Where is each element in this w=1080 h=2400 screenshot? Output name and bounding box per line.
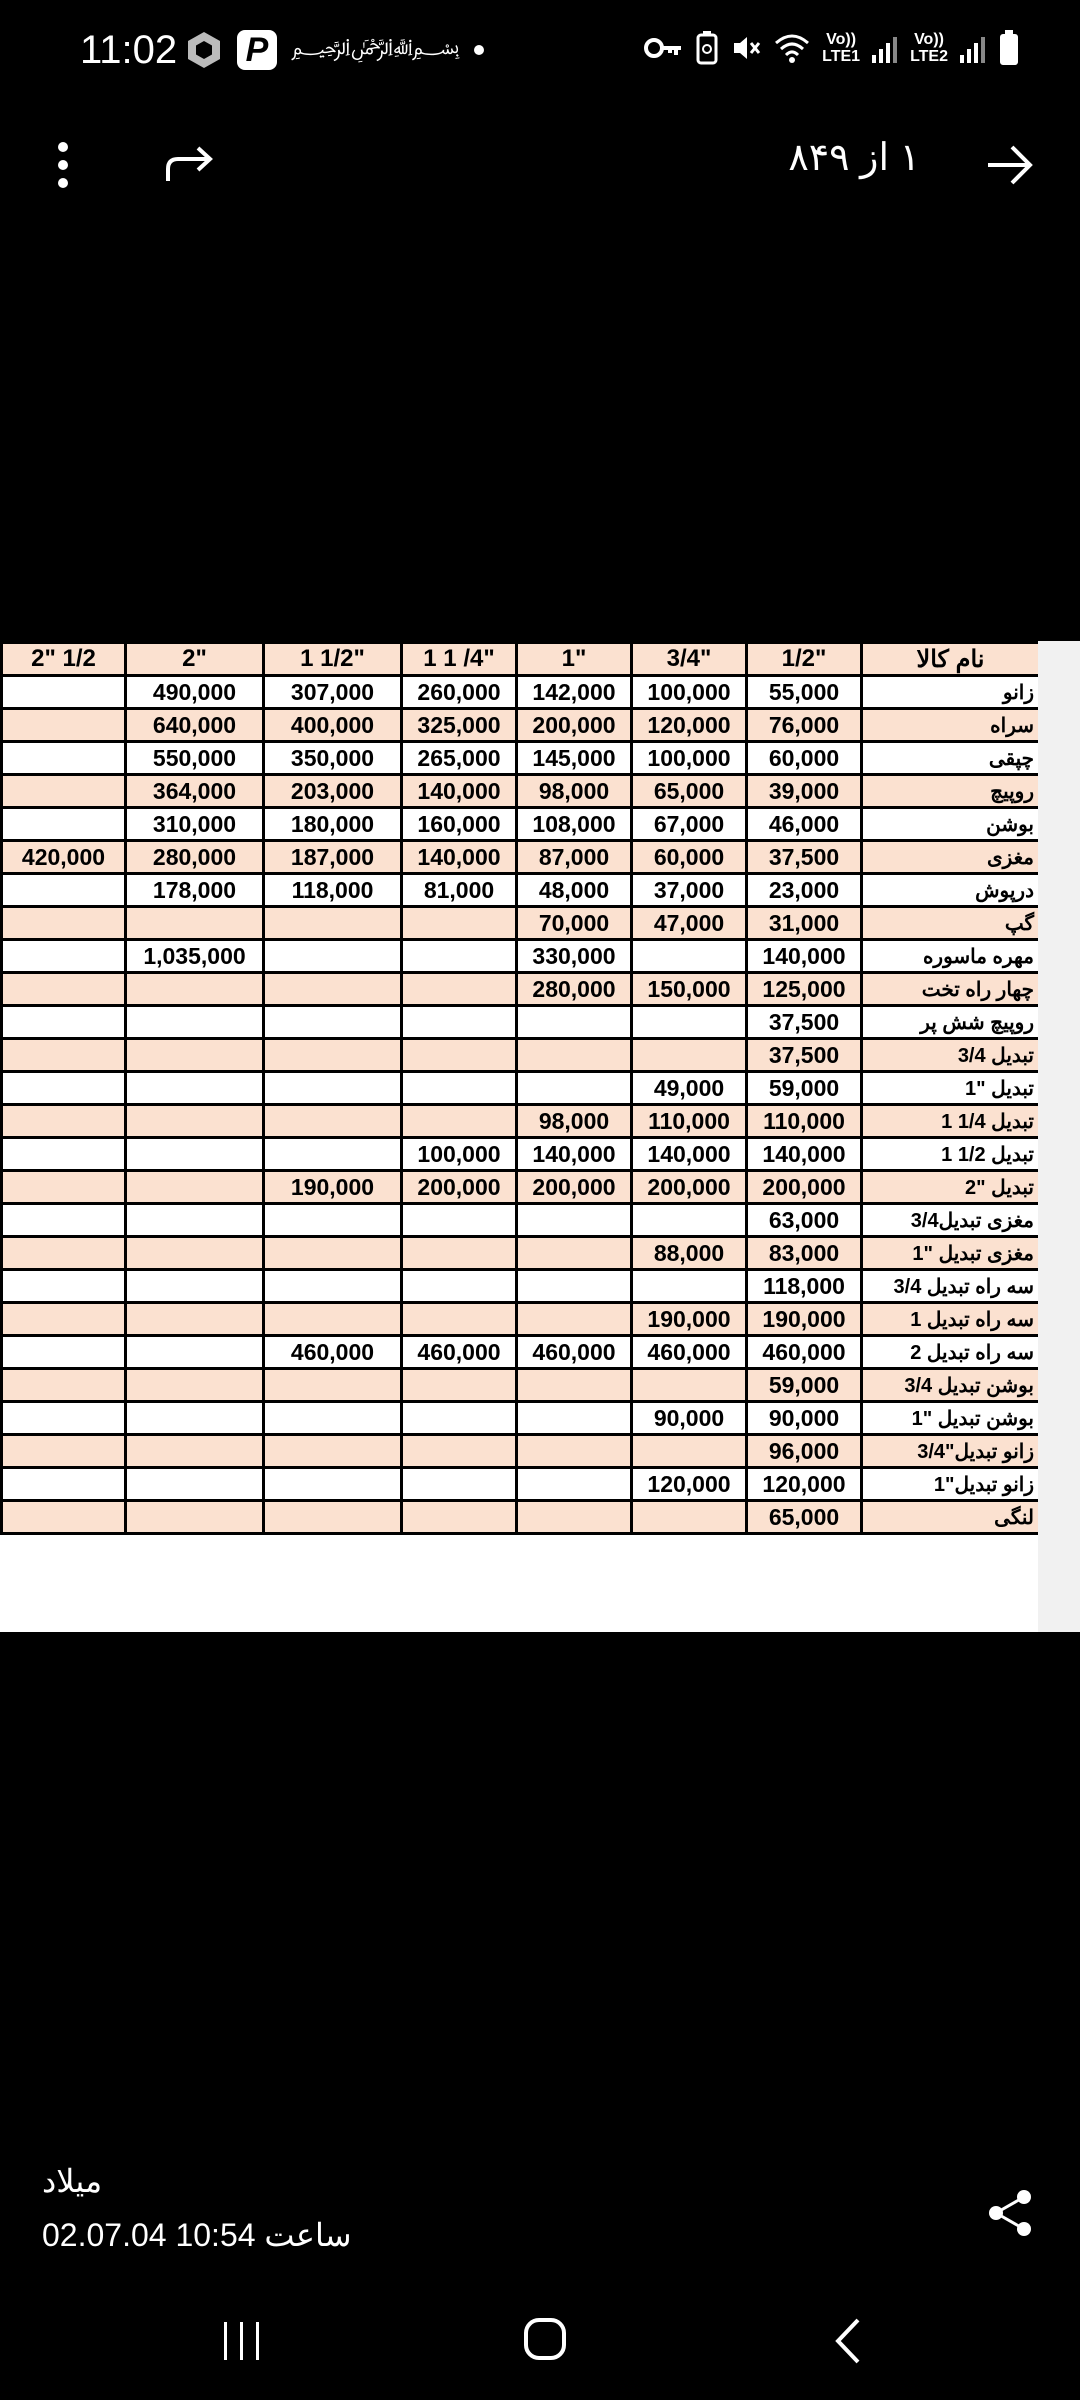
price-cell [632,1369,747,1402]
price-cell: 70,000 [517,907,632,940]
price-cell [517,1237,632,1270]
item-name-cell: بوشن تبدیل "1 [862,1402,1040,1435]
forward-share-icon [160,135,220,195]
price-cell [264,1138,402,1171]
price-cell: 460,000 [632,1336,747,1369]
price-cell [517,1270,632,1303]
column-header: 2" 1/2 [2,643,126,676]
price-cell: 310,000 [126,808,264,841]
price-cell [264,1468,402,1501]
price-cell: 280,000 [126,841,264,874]
table-row [2,676,1040,709]
price-cell: 150,000 [632,973,747,1006]
column-header: 2" [126,643,264,676]
price-cell [2,907,126,940]
price-cell [2,1171,126,1204]
status-bar [0,0,1080,110]
more-options-button[interactable] [45,135,85,195]
price-cell [2,1369,126,1402]
price-cell: 142,000 [517,676,632,709]
price-cell [264,1204,402,1237]
price-cell: 307,000 [264,676,402,709]
table-row [2,742,1040,775]
column-header: 1/2" [747,643,862,676]
price-cell [402,1072,517,1105]
price-cell: 59,000 [747,1369,862,1402]
price-cell: 180,000 [264,808,402,841]
price-cell: 120,000 [632,709,747,742]
item-name-cell: تبدیل "1 [862,1072,1040,1105]
price-cell: 160,000 [402,808,517,841]
item-name-cell: روپیچ شش پر [862,1006,1040,1039]
price-cell: 48,000 [517,874,632,907]
column-header: 1 1/2" [264,643,402,676]
price-cell [517,1501,632,1534]
sender-name: میلاد [42,2163,103,2199]
home-button[interactable] [520,2314,572,2366]
price-cell: 550,000 [126,742,264,775]
price-cell: 178,000 [126,874,264,907]
price-cell [517,1204,632,1237]
price-cell [2,676,126,709]
table-row [2,1303,1040,1336]
price-cell: 110,000 [747,1105,862,1138]
item-name-cell: لنگی [862,1501,1040,1534]
price-cell: 67,000 [632,808,747,841]
price-cell [517,1369,632,1402]
price-cell: 140,000 [632,1138,747,1171]
item-name-cell: تبدیل "2 [862,1171,1040,1204]
price-cell: 23,000 [747,874,862,907]
price-cell [402,1105,517,1138]
price-cell [126,1303,264,1336]
price-cell [264,1270,402,1303]
price-cell [126,1270,264,1303]
item-name-cell: مغزی تبدیل "1 [862,1237,1040,1270]
price-cell [126,1171,264,1204]
item-name-cell: بوشن تبدیل 3/4 [862,1369,1040,1402]
item-name-cell: درپوش [862,874,1040,907]
table-row [2,1369,1040,1402]
price-cell [264,1039,402,1072]
price-cell [2,742,126,775]
lte1-label: LTE1 [822,48,861,65]
notification-dot-icon [474,45,484,55]
price-cell [402,1204,517,1237]
table-row [2,841,1040,874]
price-cell [517,1468,632,1501]
price-cell [2,1435,126,1468]
price-cell: 65,000 [747,1501,862,1534]
price-cell [2,1105,126,1138]
price-cell: 400,000 [264,709,402,742]
price-cell: 100,000 [632,676,747,709]
price-cell: 60,000 [632,841,747,874]
forward-button[interactable] [160,135,220,195]
price-cell: 90,000 [747,1402,862,1435]
price-cell [2,1237,126,1270]
item-name-cell: سه راه تبدیل 1 [862,1303,1040,1336]
price-cell: 460,000 [747,1336,862,1369]
mute-icon [730,32,762,64]
item-name-cell: زانو تبدیل"3/4 [862,1435,1040,1468]
price-cell: 81,000 [402,874,517,907]
vo-label-2: Vo)) [914,31,944,48]
wifi-icon [774,33,810,63]
price-cell: 49,000 [632,1072,747,1105]
table-row [2,907,1040,940]
p-app-icon: P [237,30,277,70]
price-cell [126,1369,264,1402]
table-header-row [2,643,1040,676]
price-cell [632,1270,747,1303]
price-cell: 59,000 [747,1072,862,1105]
table-row [2,973,1040,1006]
price-cell: 87,000 [517,841,632,874]
price-cell [517,1435,632,1468]
more-vert-icon [45,135,85,195]
price-cell: 140,000 [747,940,862,973]
price-cell [402,940,517,973]
price-cell: 260,000 [402,676,517,709]
table-row [2,1171,1040,1204]
column-header: 1" [517,643,632,676]
price-cell: 200,000 [517,709,632,742]
price-table-image[interactable] [0,641,1080,1632]
price-cell [2,709,126,742]
price-cell: 37,500 [747,1039,862,1072]
price-cell: 37,000 [632,874,747,907]
price-cell: 190,000 [264,1171,402,1204]
price-cell [402,907,517,940]
price-cell: 55,000 [747,676,862,709]
price-cell: 490,000 [126,676,264,709]
price-cell [264,1072,402,1105]
price-cell [2,775,126,808]
item-name-cell: چپقی [862,742,1040,775]
price-cell: 96,000 [747,1435,862,1468]
price-cell: 200,000 [517,1171,632,1204]
price-cell [2,1270,126,1303]
recents-button[interactable] [220,2318,266,2364]
price-cell: 350,000 [264,742,402,775]
back-button[interactable] [980,135,1040,195]
price-cell: 108,000 [517,808,632,841]
table-row [2,1006,1040,1039]
price-cell [126,1468,264,1501]
price-cell [402,1270,517,1303]
price-cell [126,1204,264,1237]
price-cell [632,1204,747,1237]
lte2-signal [910,31,948,65]
price-cell: 98,000 [517,775,632,808]
price-cell [264,1435,402,1468]
price-cell: 37,500 [747,841,862,874]
price-cell: 39,000 [747,775,862,808]
price-cell [632,1435,747,1468]
price-cell [402,973,517,1006]
price-cell [126,907,264,940]
image-margin [1038,641,1080,1632]
price-cell: 37,500 [747,1006,862,1039]
table-row [2,1402,1040,1435]
item-name-cell: سراه [862,709,1040,742]
price-cell [126,1039,264,1072]
battery-icon [998,30,1020,66]
table-row [2,1336,1040,1369]
item-name-cell: تبدیل 3/4 [862,1039,1040,1072]
price-cell [517,1402,632,1435]
price-cell [2,1204,126,1237]
price-cell [264,1105,402,1138]
table-row [2,940,1040,973]
lte2-label: LTE2 [910,48,948,65]
price-cell: 1,035,000 [126,940,264,973]
status-time: 11:02 [80,28,178,72]
price-cell [2,940,126,973]
price-cell: 420,000 [2,841,126,874]
price-cell: 200,000 [747,1171,862,1204]
hex-app-icon [185,30,223,70]
price-cell: 280,000 [517,973,632,1006]
item-name-cell: سه راه تبدیل 3/4 [862,1270,1040,1303]
item-name-cell: تبدیل 1/2 1 [862,1138,1040,1171]
price-cell: 140,000 [747,1138,862,1171]
item-name-cell: سه راه تبدیل 2 [862,1336,1040,1369]
price-cell: 640,000 [126,709,264,742]
item-name-cell: مغزی [862,841,1040,874]
price-cell: 203,000 [264,775,402,808]
price-cell [126,1435,264,1468]
price-cell: 140,000 [402,775,517,808]
price-cell [2,1468,126,1501]
share-icon [986,2188,1036,2238]
table-row [2,1072,1040,1105]
price-cell [2,1336,126,1369]
price-cell [517,1039,632,1072]
price-cell [264,1369,402,1402]
price-cell: 200,000 [402,1171,517,1204]
price-cell: 76,000 [747,709,862,742]
price-cell: 140,000 [517,1138,632,1171]
price-cell [2,1138,126,1171]
viewer-toolbar [0,115,1080,215]
table-row [2,775,1040,808]
chevron-left-icon [830,2314,866,2368]
price-cell [2,1072,126,1105]
calligraphy-icon: ﷽ [291,34,460,60]
price-cell [264,907,402,940]
price-cell [264,1303,402,1336]
item-name-cell: چهار راه تخت [862,973,1040,1006]
price-cell [2,1501,126,1534]
column-header: نام کالا [862,643,1040,676]
price-cell: 460,000 [517,1336,632,1369]
price-cell [2,808,126,841]
table-row [2,1105,1040,1138]
price-cell [517,1072,632,1105]
price-cell: 190,000 [632,1303,747,1336]
price-cell [402,1501,517,1534]
nav-back-button[interactable] [830,2314,866,2368]
price-cell [2,973,126,1006]
message-timestamp: 02.07.04 ساعت 10:54 [42,2217,352,2253]
table-row [2,1138,1040,1171]
table-body [2,676,1040,1534]
price-cell [126,1402,264,1435]
table-row [2,1435,1040,1468]
status-left-icons [185,30,484,70]
vpn-key-icon [644,36,684,60]
price-cell [126,973,264,1006]
price-cell [126,1237,264,1270]
item-name-cell: تبدیل 1/4 1 [862,1105,1040,1138]
table-row [2,808,1040,841]
price-cell [264,1402,402,1435]
system-nav-bar [0,2300,1080,2400]
price-cell [517,1006,632,1039]
vo-label-1: Vo)) [826,31,857,48]
price-cell: 187,000 [264,841,402,874]
column-header: 1 1 /4" [402,643,517,676]
price-cell [402,1303,517,1336]
item-name-cell: مغزی تبدیل3/4 [862,1204,1040,1237]
price-cell: 364,000 [126,775,264,808]
share-button[interactable] [986,2188,1036,2238]
price-cell: 145,000 [517,742,632,775]
price-cell [402,1468,517,1501]
lte1-signal [822,31,860,65]
item-name-cell: روپیچ [862,775,1040,808]
price-cell: 46,000 [747,808,862,841]
battery-saver-icon [696,31,718,65]
price-cell: 100,000 [402,1138,517,1171]
price-cell [264,973,402,1006]
price-cell: 60,000 [747,742,862,775]
price-cell: 140,000 [402,841,517,874]
price-cell: 63,000 [747,1204,862,1237]
item-name-cell: زانو [862,676,1040,709]
table-row [2,1237,1040,1270]
price-cell: 47,000 [632,907,747,940]
table-row [2,1468,1040,1501]
price-cell [402,1435,517,1468]
price-cell: 118,000 [747,1270,862,1303]
price-cell: 200,000 [632,1171,747,1204]
price-cell [2,1006,126,1039]
price-cell: 330,000 [517,940,632,973]
price-cell [632,1039,747,1072]
price-cell: 98,000 [517,1105,632,1138]
price-cell: 265,000 [402,742,517,775]
price-cell [402,1006,517,1039]
price-cell [264,940,402,973]
table-row [2,874,1040,907]
price-cell: 118,000 [264,874,402,907]
table-row [2,709,1040,742]
price-cell [2,1039,126,1072]
signal-2-icon [960,33,986,63]
price-cell [517,1303,632,1336]
signal-1-icon [872,33,898,63]
table-row [2,1501,1040,1534]
price-cell: 90,000 [632,1402,747,1435]
price-cell [126,1501,264,1534]
table-row [2,1039,1040,1072]
price-cell [632,940,747,973]
item-name-cell: گپ [862,907,1040,940]
price-cell [2,1303,126,1336]
price-cell [126,1336,264,1369]
price-cell [264,1006,402,1039]
price-cell [264,1237,402,1270]
item-name-cell: مهره ماسوره [862,940,1040,973]
price-cell: 190,000 [747,1303,862,1336]
price-cell: 460,000 [402,1336,517,1369]
column-header: 3/4" [632,643,747,676]
status-right-icons [644,30,1020,66]
item-name-cell: بوشن [862,808,1040,841]
price-cell [402,1369,517,1402]
recents-icon [220,2318,266,2364]
price-cell [126,1072,264,1105]
price-cell [2,874,126,907]
price-cell [402,1039,517,1072]
price-cell: 31,000 [747,907,862,940]
table-row [2,1204,1040,1237]
item-name-cell: زانو تبدیل"1 [862,1468,1040,1501]
price-cell [2,1402,126,1435]
price-cell [264,1501,402,1534]
table-row [2,1270,1040,1303]
price-cell: 83,000 [747,1237,862,1270]
price-cell: 100,000 [632,742,747,775]
price-table [0,641,1041,1535]
price-cell [402,1237,517,1270]
arrow-back-icon [980,135,1040,195]
price-cell [632,1501,747,1534]
price-cell: 325,000 [402,709,517,742]
price-cell: 120,000 [747,1468,862,1501]
price-cell: 65,000 [632,775,747,808]
page-indicator: ۱ از ۸۴۹ [788,137,920,179]
price-cell: 125,000 [747,973,862,1006]
price-cell: 88,000 [632,1237,747,1270]
price-cell [126,1138,264,1171]
price-cell: 460,000 [264,1336,402,1369]
price-cell [402,1402,517,1435]
home-icon [520,2314,572,2366]
price-cell: 120,000 [632,1468,747,1501]
price-cell [126,1006,264,1039]
price-cell [126,1105,264,1138]
price-cell: 110,000 [632,1105,747,1138]
price-cell [632,1006,747,1039]
